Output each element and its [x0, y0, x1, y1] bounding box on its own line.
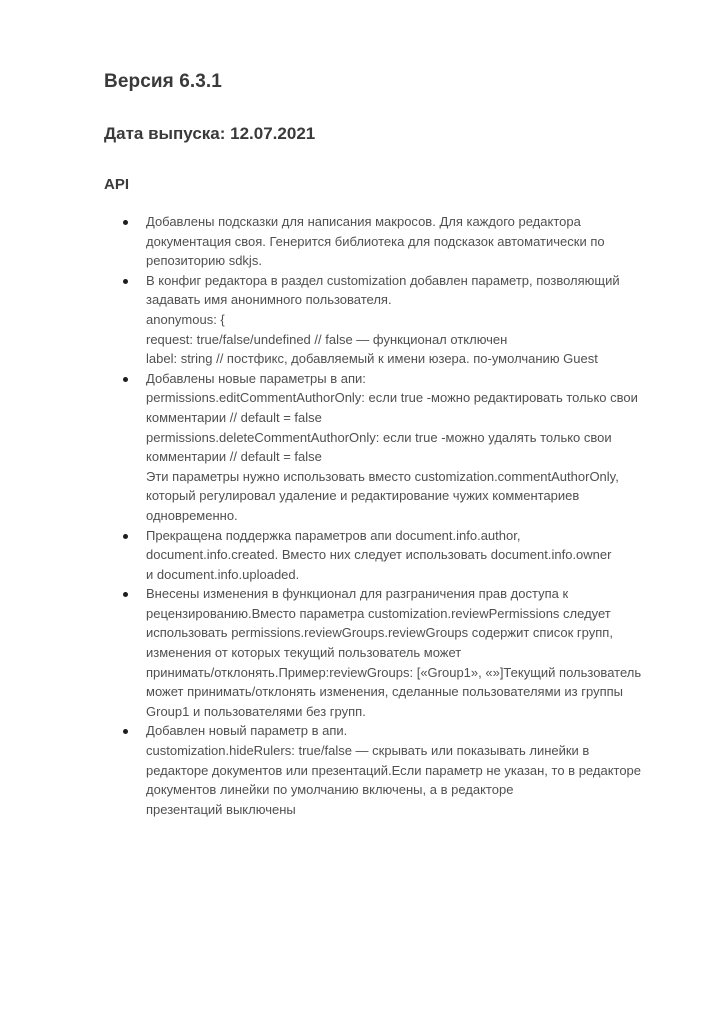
- bullet-icon: [123, 592, 128, 597]
- bullet-icon: [123, 220, 128, 225]
- list-item-line: Добавлены новые параметры в апи:: [146, 370, 366, 386]
- list-item-line: Внесены изменения в функционал для разграничения прав доступа к: [146, 586, 569, 602]
- list-item: [0, 212, 724, 271]
- list-item-line: document.info.created. Вместо них следует использовать document.info.owner: [146, 547, 612, 563]
- list-item-line: permissions.editCommentAuthorOnly: если true -можно редактировать только свои: [146, 390, 638, 406]
- list-item-line: Добавлены подсказки для написания макросов. Для каждого редактора: [146, 214, 581, 229]
- list-item-line: Эти параметры нужно использовать вместо customization.commentAuthorOnly,: [146, 468, 619, 484]
- release-date-heading: Дата выпуска: 12.07.2021: [104, 124, 316, 143]
- list-item-line: может принимать/отклонять изменения, сделанные пользователями из группы: [146, 684, 623, 700]
- list-item: [0, 526, 724, 585]
- list-item-line: задавать имя анонимного пользователя.: [146, 292, 392, 308]
- list-item-line: рецензированию.Вместо параметра customization.reviewPermissions следует: [146, 605, 611, 621]
- list-item-line: использовать permissions.reviewGroups.reviewGroups содержит список групп,: [146, 625, 613, 641]
- list-item-line: редакторе документов или презентаций.Если параметр не указан, то в редакторе: [146, 762, 642, 778]
- bullet-icon: [123, 729, 128, 734]
- list-item-line: label: string // постфикс, добавляемый к имени юзера. по-умолчанию Guest: [146, 351, 598, 367]
- list-item-line: В конфиг редактора в раздел customization добавлен параметр, позволяющий: [146, 272, 620, 288]
- list-item-line: и document.info.uploaded.: [146, 566, 300, 582]
- list-item-line: принимать/отклонять.Пример:reviewGroups: [«Group1», «»]Текущий пользователь: [146, 664, 642, 680]
- list-item-line: репозиторию sdkjs.: [146, 253, 262, 269]
- list-item-line: Group1 и пользователями без групп.: [146, 703, 366, 719]
- list-item-line: документация своя. Генерится библиотека для подсказок автоматически по: [146, 233, 605, 249]
- changelog-list: [0, 212, 724, 819]
- list-item-line: который регулировал удаление и редактирование чужих комментариев: [146, 488, 580, 504]
- list-item-line: комментарии // default = false: [146, 409, 322, 425]
- list-item-line: одновременно.: [146, 507, 238, 523]
- list-item: [0, 271, 724, 369]
- list-item: [0, 721, 724, 819]
- list-item-line: документов линейки по умолчанию включены, а в редакторе: [146, 782, 514, 798]
- list-item-line: customization.hideRulers: true/false — скрывать или показывать линейки в: [146, 743, 590, 759]
- bullet-icon: [123, 534, 128, 539]
- bullet-icon: [123, 279, 128, 284]
- bullet-icon: [123, 377, 128, 382]
- version-heading: Версия 6.3.1: [104, 71, 222, 92]
- list-item-line: permissions.deleteCommentAuthorOnly: если true -можно удалять только свои: [146, 429, 612, 445]
- list-item-line: комментарии // default = false: [146, 449, 322, 465]
- list-item-line: anonymous: {: [146, 311, 225, 327]
- list-item-line: request: true/false/undefined // false — функционал отключен: [146, 331, 508, 347]
- api-section-heading: API: [104, 176, 130, 193]
- list-item: [0, 369, 724, 526]
- list-item-line: презентаций выключены: [146, 801, 296, 817]
- list-item: [0, 584, 724, 721]
- list-item-line: Прекращена поддержка параметров апи document.info.author,: [146, 527, 521, 543]
- list-item-line: изменения от которых текущий пользователь может: [146, 645, 462, 661]
- list-item-line: Добавлен новый параметр в апи.: [146, 723, 348, 739]
